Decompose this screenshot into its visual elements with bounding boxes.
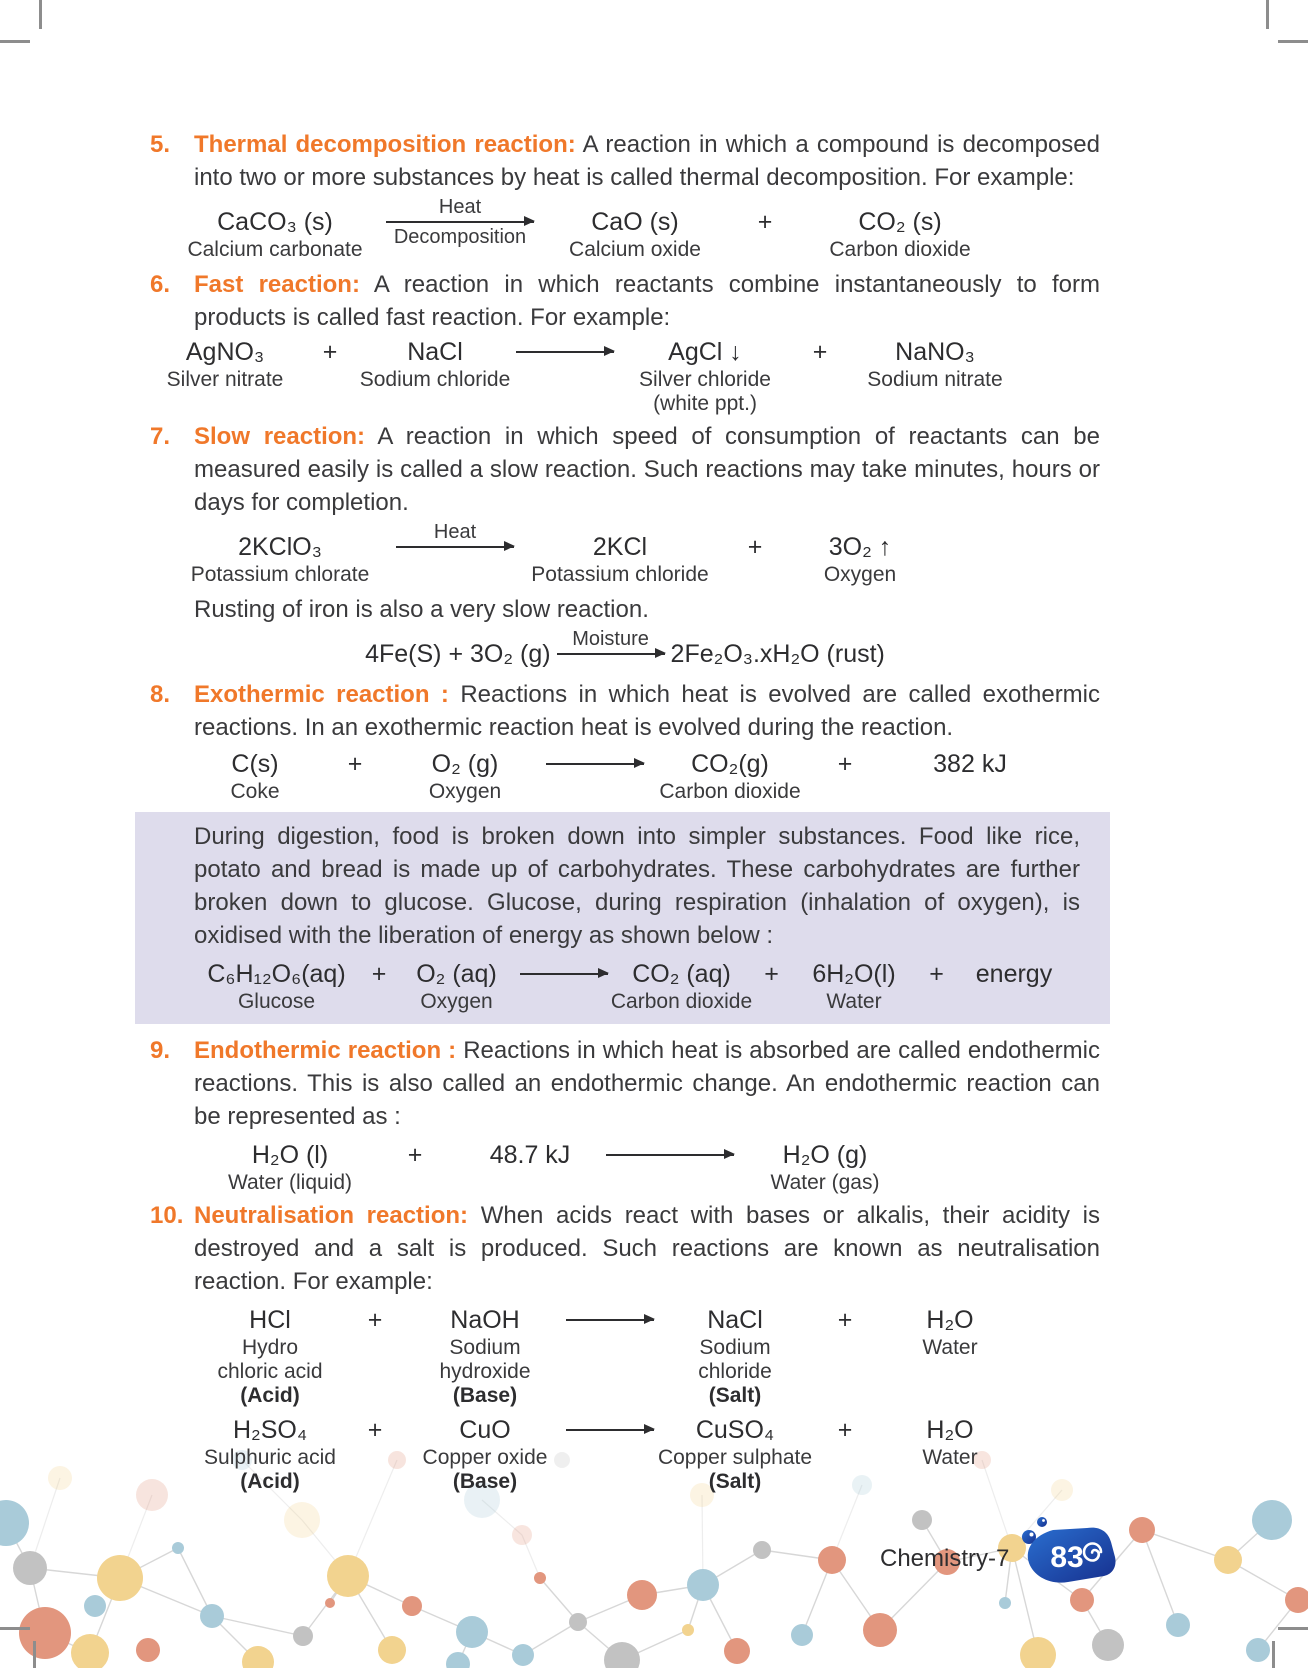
digestion-text: During digestion, food is broken down into simpler substances. Food like rice, potato and bread is made up of carbohydrates. These carbohydrates are further broken down to glucose. Glucose, during respiration (inhalation of oxygen), is oxidised with the liberation of energy as shown below : (194, 823, 1080, 949)
chemical-formula: O₂ (aq) (416, 960, 497, 988)
chemical-formula: CO₂(g) (691, 750, 769, 778)
arrow-line (566, 1319, 654, 1321)
chemical-formula: 2Fe₂O₃.xH₂O (rust) (670, 640, 885, 668)
substance-label: Potassium chloride (531, 563, 709, 586)
crop-mark (0, 40, 30, 43)
arrow-condition-bottom: Decomposition (393, 226, 527, 248)
chemical-formula: 3O₂ ↑ (828, 533, 892, 561)
equation-glucose-respiration (194, 958, 1080, 1014)
equation-term (410, 1414, 560, 1494)
equation-term (880, 1414, 1020, 1470)
item-description: A reaction in which reactants combine instantaneously to form products is called fast reaction. For example: (194, 271, 1100, 331)
item-description: A reaction in which speed of consumption of reactants can be measured easily is called a slow reaction. Such reactions may take minutes, hours or days for completion. (194, 423, 1100, 516)
substance-label: (white ppt.) (653, 392, 757, 415)
equation-term (210, 1139, 370, 1195)
item-description: A reaction in which a compound is decomposed into two or more substances by heat is called thermal decomposition. For example: (194, 131, 1100, 191)
plus-sign: + (764, 960, 779, 988)
equation-term (200, 1414, 340, 1494)
equation-term (460, 1139, 600, 1171)
chemical-formula: CaCO₃ (s) (217, 208, 333, 236)
equation-term (170, 531, 390, 587)
equation-endothermic (210, 1139, 1100, 1195)
equation-term (200, 1304, 340, 1408)
arrow-condition-top: Heat (438, 196, 482, 218)
chemical-formula: H₂O (l) (251, 1141, 329, 1169)
chemical-formula: AgNO₃ (185, 338, 265, 366)
substance-label: Water (gas) (770, 1171, 880, 1194)
chemical-formula: H₂O (g) (782, 1141, 868, 1169)
item-title: Slow reaction: (194, 423, 366, 450)
chemical-formula: CaO (s) (591, 208, 679, 236)
equation-slow-reaction (170, 521, 1100, 587)
rusting-note: Rusting of iron is also a very slow reaction. (194, 596, 649, 623)
arrow-line (520, 973, 608, 975)
substance-label: Copper oxide (422, 1446, 548, 1469)
equation-term (610, 958, 753, 1014)
chemical-formula: C(s) (231, 750, 279, 778)
plus-sign: + (367, 1416, 383, 1444)
reaction-arrow (551, 628, 671, 670)
item-description: When acids react with bases or alkalis, their acidity is destroyed and a salt is produced. Such reactions are known as neutralisation reaction. For example: (194, 1202, 1101, 1295)
substance-role-label: (Salt) (708, 1384, 762, 1407)
section-10-neutralisation-reaction (150, 1199, 1100, 1298)
plus-sign: + (837, 1416, 853, 1444)
reaction-arrow (560, 1304, 660, 1336)
item-number: 6. (150, 271, 171, 298)
chemical-formula: CO₂ (aq) (632, 960, 731, 988)
substance-label: Carbon dioxide (659, 780, 801, 803)
item-number: 9. (150, 1037, 171, 1064)
equation-term (190, 748, 320, 804)
substance-label: Sodium (449, 1336, 521, 1359)
chemical-formula: 6H₂O(l) (812, 960, 896, 988)
chemical-formula: NaCl (407, 338, 463, 366)
substance-label: Water (826, 990, 882, 1013)
energy-word: energy (975, 960, 1053, 988)
crop-mark (1278, 1627, 1308, 1630)
equation-term (650, 748, 810, 804)
equation-neutralisation-h2so4-cuo (200, 1414, 1100, 1494)
substance-role-label: (Acid) (240, 1470, 300, 1493)
energy-value: 382 kJ (933, 750, 1007, 778)
chemical-formula: NaNO₃ (895, 338, 975, 366)
plus-sign: + (347, 750, 363, 778)
equation-term (740, 1139, 910, 1195)
substance-label: Coke (230, 780, 280, 803)
substance-label: Sodium (699, 1336, 771, 1359)
plus-sign: + (371, 960, 387, 988)
item-number: 5. (150, 131, 171, 158)
section-7-slow-reaction (150, 420, 1100, 519)
arrow-line (606, 1154, 734, 1156)
plus-sign: + (837, 750, 853, 778)
substance-label: hydroxide (439, 1360, 531, 1383)
page-footer (880, 1510, 1119, 1590)
equation-term (170, 206, 380, 262)
equation-thermal-decomposition (170, 196, 1100, 262)
reaction-arrow (390, 521, 520, 563)
substance-label: Oxygen (428, 780, 502, 803)
crop-mark (1278, 40, 1308, 43)
arrow-line (386, 221, 534, 223)
item-description: Reactions in which heat is evolved are called exothermic reactions. In an exothermic reaction heat is evolved during the reaction. (194, 681, 1101, 741)
section-8-exothermic-reaction (150, 678, 1100, 744)
chemical-formula: H₂O (926, 1416, 974, 1444)
equation-term (790, 531, 930, 587)
plus-sign: + (367, 1306, 383, 1334)
item-text (194, 678, 1100, 744)
equation-term (540, 206, 730, 262)
equation-term (390, 748, 540, 804)
equation-fast-reaction (150, 336, 1100, 416)
substance-label: Carbon dioxide (610, 990, 753, 1013)
item-number: 7. (150, 423, 171, 450)
item-title: Fast reaction: (194, 271, 360, 298)
substance-label: Silver nitrate (166, 368, 284, 391)
chemical-formula: 2KCl (592, 533, 648, 561)
equation-term (194, 958, 359, 1014)
substance-label: Oxygen (823, 563, 897, 586)
chemical-formula: H₂O (926, 1306, 974, 1334)
chemical-formula: 2KClO₃ (238, 533, 322, 561)
chemical-formula: NaOH (450, 1306, 520, 1334)
crop-mark (0, 1627, 30, 1630)
equation-term (880, 748, 1060, 780)
equation-term (850, 336, 1020, 392)
chemical-formula: CuSO₄ (695, 1416, 775, 1444)
chemical-formula: C₆H₁₂O₆(aq) (207, 960, 346, 988)
substance-label: Glucose (237, 990, 316, 1013)
substance-label: chloride (698, 1360, 772, 1383)
equation-term (360, 336, 510, 392)
plus-sign: + (747, 533, 763, 561)
book-title: Chemistry-7 (880, 1545, 1010, 1572)
equation-neutralisation-hcl-naoh (200, 1304, 1100, 1408)
substance-label: Water (liquid) (227, 1171, 353, 1194)
chemical-formula: CO₂ (s) (858, 208, 942, 236)
arrow-line (546, 763, 644, 765)
arrow-line (557, 653, 665, 655)
item-text (194, 128, 1100, 194)
chemical-formula: H₂SO₄ (232, 1416, 308, 1444)
item-title: Exothermic reaction : (194, 681, 449, 708)
section-6-fast-reaction (150, 268, 1100, 334)
substance-role-label: (Acid) (240, 1384, 300, 1407)
equation-term (399, 958, 514, 1014)
chemical-formula: HCl (249, 1306, 291, 1334)
chemical-formula: O₂ (g) (431, 750, 499, 778)
plus-sign: + (757, 208, 773, 236)
item-number: 8. (150, 681, 171, 708)
equation-term (794, 958, 914, 1014)
reaction-arrow (560, 1414, 660, 1446)
page-content (150, 128, 1100, 1494)
reaction-arrow (514, 958, 614, 990)
digestion-highlight-box (135, 812, 1110, 1024)
substance-label: Carbon dioxide (829, 238, 971, 261)
substance-role-label: (Base) (452, 1384, 518, 1407)
plus-sign: + (322, 338, 338, 366)
equation-term (410, 1304, 560, 1408)
chemical-formula: NaCl (707, 1306, 763, 1334)
equation-term (657, 1414, 813, 1494)
substance-label: Sulphuric acid (204, 1446, 336, 1469)
arrow-line (396, 546, 514, 548)
plus-sign: + (837, 1306, 853, 1334)
page-number: 83 (1050, 1541, 1085, 1574)
section-9-endothermic-reaction (150, 1034, 1100, 1133)
substance-label: Water (922, 1446, 978, 1469)
substance-label: Silver chloride (639, 368, 771, 391)
equation-term (620, 336, 790, 416)
equation-term (880, 1304, 1020, 1360)
chemical-formula: AgCl ↓ (668, 338, 742, 366)
reaction-arrow (380, 196, 540, 248)
crop-mark (39, 0, 42, 29)
plus-sign: + (812, 338, 828, 366)
chemical-formula: 4Fe(S) + 3O₂ (g) (365, 640, 551, 668)
item-title: Endothermic reaction : (194, 1037, 457, 1064)
equation-term (959, 958, 1069, 990)
substance-label: chloric acid (217, 1360, 323, 1383)
crop-mark (33, 1641, 36, 1668)
arrow-condition-top: Moisture (572, 628, 649, 650)
arrow-condition-top: Heat (433, 521, 477, 543)
substance-role-label: (Base) (452, 1470, 518, 1493)
item-text (194, 1034, 1100, 1133)
item-title: Thermal decomposition reaction: (194, 131, 576, 158)
crop-mark (1272, 1641, 1275, 1668)
item-title: Neutralisation reaction: (194, 1202, 469, 1229)
equation-rusting (150, 628, 1100, 670)
substance-label: Potassium chlorate (190, 563, 370, 586)
substance-label: Sodium chloride (359, 368, 511, 391)
equation-exothermic (190, 748, 1100, 804)
item-number: 10. (150, 1202, 184, 1229)
substance-label: Calcium oxide (569, 238, 701, 261)
substance-role-label: (Salt) (708, 1470, 762, 1493)
item-text (194, 268, 1100, 334)
arrow-line (516, 351, 614, 353)
reaction-arrow (510, 336, 620, 368)
plus-sign: + (929, 960, 944, 988)
substance-label: Copper sulphate (657, 1446, 813, 1469)
equation-term (150, 336, 300, 392)
substance-label: Oxygen (420, 990, 493, 1013)
plus-sign: + (407, 1141, 423, 1169)
energy-value: 48.7 kJ (489, 1141, 571, 1169)
substance-label: Hydro (241, 1336, 299, 1359)
section-5-thermal-decomposition (150, 128, 1100, 194)
crop-mark (1266, 0, 1269, 29)
equation-term (800, 206, 1000, 262)
item-text (194, 1199, 1100, 1298)
arrow-line (566, 1429, 654, 1431)
chemical-formula: CuO (459, 1416, 511, 1444)
equation-term (660, 1304, 810, 1408)
reaction-arrow (600, 1139, 740, 1171)
substance-label: Water (922, 1336, 978, 1359)
page-number-badge (1015, 1510, 1119, 1590)
item-description: Reactions in which heat is absorbed are called endothermic reactions. This is also called an endothermic change. An endothermic reaction can be represented as : (194, 1037, 1101, 1130)
substance-label: Calcium carbonate (187, 238, 363, 261)
equation-term (520, 531, 720, 587)
item-text (194, 420, 1100, 519)
substance-label: Sodium nitrate (867, 368, 1003, 391)
reaction-arrow (540, 748, 650, 780)
